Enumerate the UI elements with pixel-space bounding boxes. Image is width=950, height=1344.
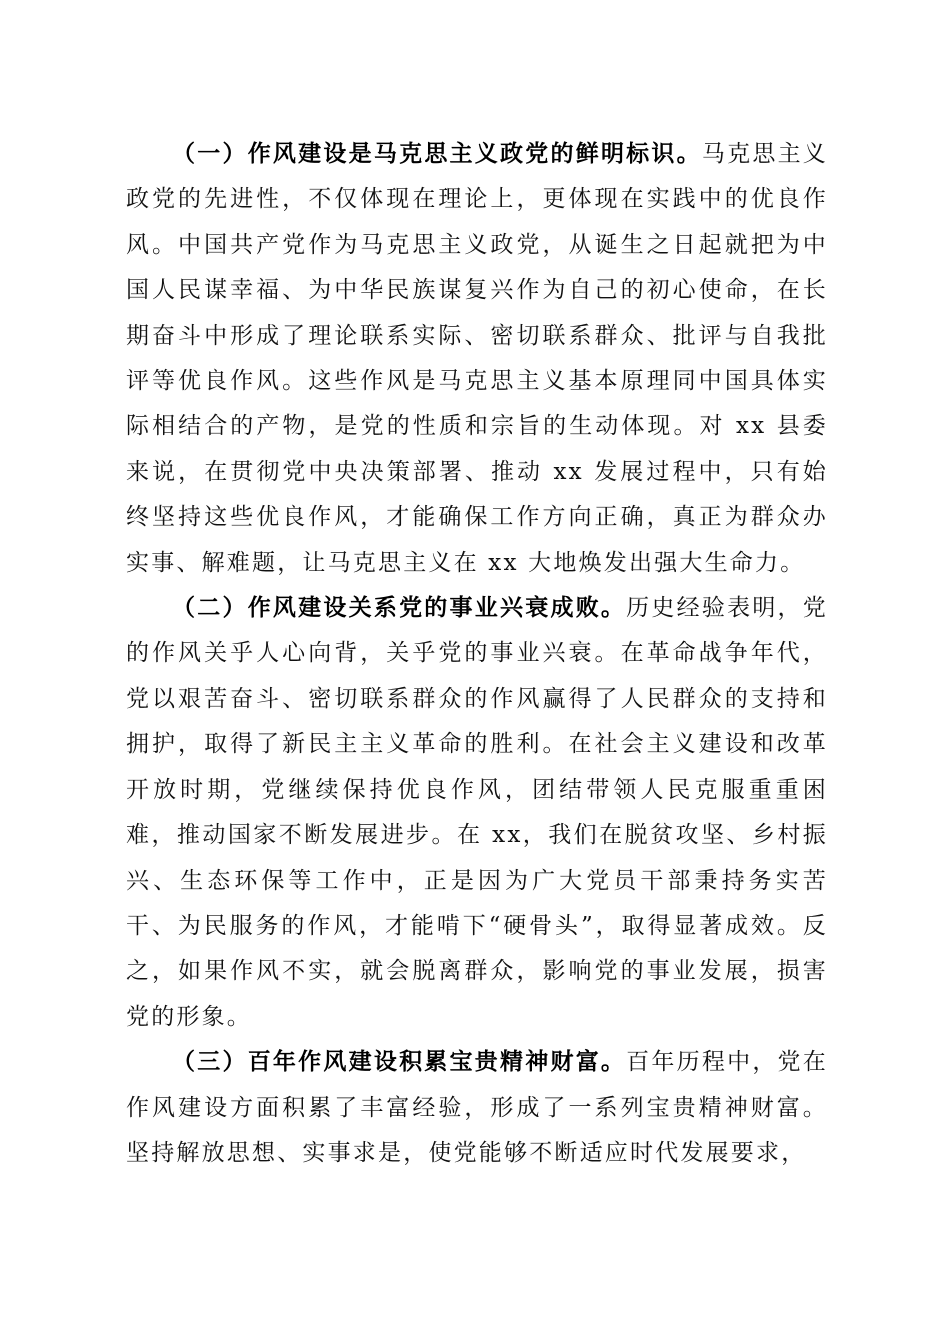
section-3-body: 百年历程中，党在作风建设方面积累了丰富经验，形成了一系列宝贵精神财富。坚持解放思想、实事求是，使党能够不断适应时代发展要求， bbox=[126, 1049, 828, 1166]
section-1-heading: （一）作风建设是马克思主义政党的鲜明标识。 bbox=[172, 141, 702, 167]
section-2-heading: （二）作风建设关系党的事业兴衰成败。 bbox=[172, 595, 627, 622]
section-2-body: 历史经验表明，党的作风关乎人心向背，关乎党的事业兴衰。在革命战争年代，党以艰苦奋斗、密切联系群众的作风赢得了人民群众的支持和拥护，取得了新民主主义革命的胜利。在社会主义建设和改革开放时期，党继续保持优良作风，团结带领人民克服重重困难，推动国家不断发展进步。在 xx，我们在脱贫攻坚、乡村振兴、生态环保等工作中，正是因为广大党员干部秉持务实苦干、为民服务的作风，才能啃下“硬骨头”，取得显著成效。反之，如果作风不实，就会脱离群众，影响党的事业发展，损害党的形象。 bbox=[126, 595, 828, 1030]
section-1-body: 马克思主义政党的先进性，不仅体现在理论上，更体现在实践中的优良作风。中国共产党作为马克思主义政党，从诞生之日起就把为中国人民谋幸福、为中华民族谋复兴作为自己的初心使命，在长期奋斗中形成了理论联系实际、密切联系群众、批评与自我批评等优良作风。这些作风是马克思主义基本原理同中国具体实际相结合的产物，是党的性质和宗旨的生动体现。对 xx 县委来说，在贯彻党中央决策部署、推动 xx 发展过程中，只有始终坚持这些优良作风，才能确保工作方向正确，真正为群众办实事、解难题，让马克思主义在 xx 大地焕发出强大生命力。 bbox=[126, 141, 829, 576]
paragraph-section-2 bbox=[126, 586, 828, 1040]
paragraph-section-3 bbox=[126, 1040, 828, 1176]
paragraph-section-1 bbox=[126, 132, 828, 586]
document-body bbox=[126, 132, 828, 1176]
section-3-heading: （三）百年作风建设积累宝贵精神财富。 bbox=[172, 1049, 627, 1076]
